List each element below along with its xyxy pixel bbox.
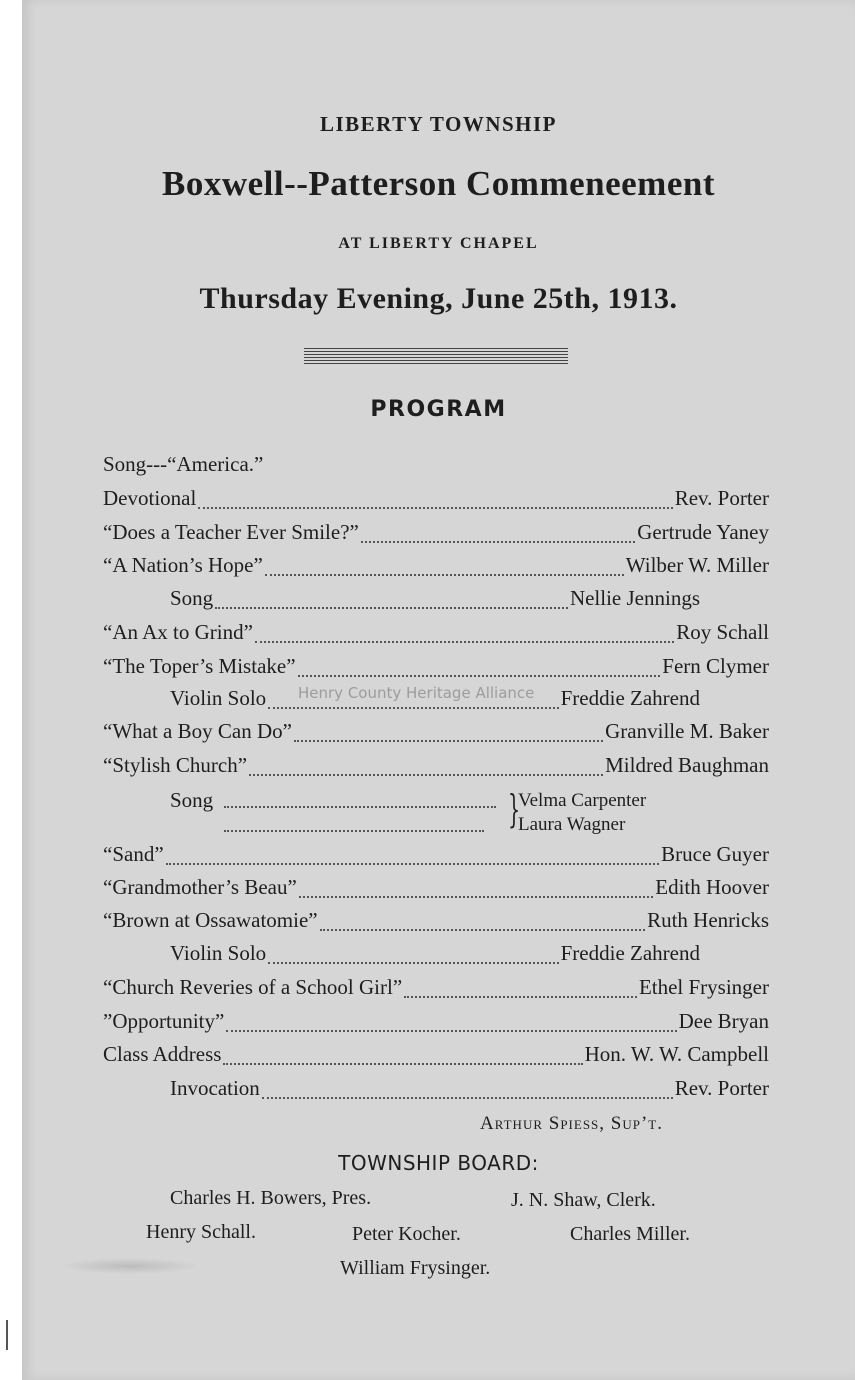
item-performer: Hon. W. W. Campbell [584,1042,769,1066]
duet-leader-1 [224,806,496,808]
program-item [103,753,769,781]
duet-performer: Velma Carpenter [518,790,647,811]
board-member: Henry Schall. [146,1221,256,1243]
item-performer: Freddie Zahrend [560,941,700,965]
item-performer: Dee Bryan [678,1009,769,1033]
board-member: William Frysinger. [340,1257,491,1279]
item-performer: Bruce Guyer [661,842,769,866]
program-item [170,586,700,614]
ornamental-rule [304,348,568,366]
item-performer: Ethel Frysinger [638,975,769,999]
township-heading: LIBERTY TOWNSHIP [319,112,558,136]
program-item [103,520,769,548]
duet-leader-2 [224,830,484,832]
item-title: Violin Solo [170,686,267,710]
item-performer: Fern Clymer [662,654,769,678]
item-title: “Does a Teacher Ever Smile?” [103,520,359,544]
program-item [103,719,769,747]
scan-edge-mark [6,1320,8,1350]
opening-song: Song---“America.” [103,452,264,476]
item-performer: Rev. Porter [674,1076,769,1100]
program-item [103,908,769,936]
program-item [103,842,769,870]
item-performer: Edith Hoover [655,875,769,899]
item-title: “The Toper’s Mistake” [103,654,296,678]
event-title: Boxwell--Patterson Commeneement [162,164,715,203]
item-title: “A Nation’s Hope” [103,553,263,577]
item-title: “Grandmother’s Beau” [103,875,297,899]
paper-smudge [60,1258,200,1274]
item-performer: Rev. Porter [674,486,769,510]
item-title: “Brown at Ossawatomie” [103,908,318,932]
program-item [103,1042,769,1070]
item-performer: Wilber W. Miller [625,553,769,577]
program-opening [103,452,263,480]
duet-song-label: Song [170,788,214,812]
duet-performer: Laura Wagner [518,814,626,835]
item-title: Song [170,586,214,610]
item-performer: Gertrude Yaney [637,520,769,544]
program-item [170,941,700,969]
program-item [103,654,769,682]
program-item [103,875,769,903]
item-title: Invocation [170,1076,260,1100]
program-item [170,1076,769,1104]
board-member: Peter Kocher. [352,1223,461,1245]
program-item [103,975,769,1003]
item-title: “An Ax to Grind” [103,620,253,644]
board-member: Charles Miller. [570,1223,690,1245]
item-title: “What a Boy Can Do” [103,719,292,743]
program-item [103,620,769,648]
item-title: Violin Solo [170,941,267,965]
item-title: “Stylish Church” [103,753,248,777]
program-item [103,553,769,581]
item-title: “Church Reveries of a School Girl” [103,975,403,999]
item-performer: Nellie Jennings [569,586,700,610]
item-performer: Ruth Henricks [647,908,769,932]
superintendent-signature: Arthur Spiess, Sup’t. [480,1113,663,1134]
program-heading: PROGRAM [370,397,507,422]
program-item [103,486,769,514]
item-performer: Freddie Zahrend [560,686,700,710]
brace-glyph: } [508,787,521,831]
board-member: J. N. Shaw, Clerk. [511,1189,656,1211]
item-title: ”Opportunity” [103,1009,225,1033]
item-performer: Roy Schall [676,620,769,644]
program-item [103,1009,769,1037]
item-performer: Granville M. Baker [605,719,769,743]
item-title: “Sand” [103,842,164,866]
board-heading: TOWNSHIP BOARD: [338,1151,539,1175]
item-title: Devotional [103,486,197,510]
item-title: Class Address [103,1042,222,1066]
event-location: AT LIBERTY CHAPEL [338,235,539,252]
board-member: Charles H. Bowers, Pres. [170,1187,372,1209]
archive-watermark: Henry County Heritage Alliance [298,684,535,702]
event-date: Thursday Evening, June 25th, 1913. [199,282,678,315]
item-performer: Mildred Baughman [605,753,769,777]
